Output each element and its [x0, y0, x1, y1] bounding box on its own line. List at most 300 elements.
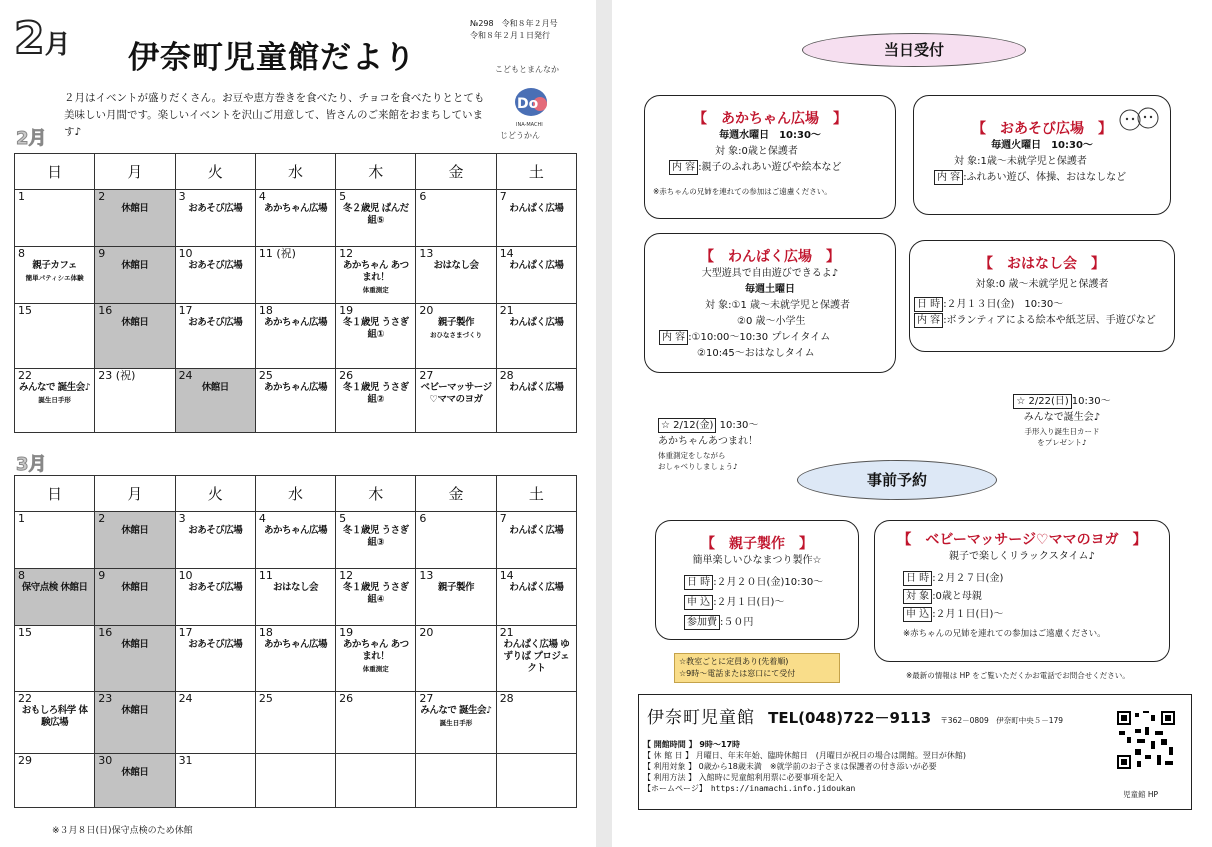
oasobi-box: [913, 95, 1171, 215]
logo-letters: Do: [517, 96, 539, 112]
oyako-box: [655, 520, 859, 640]
event1-name: あかちゃんあつまれ！: [658, 436, 758, 447]
month-badge-number: 2: [14, 13, 45, 64]
mar-day-cell: [336, 512, 416, 569]
akachan-box: [644, 95, 896, 219]
feb-day-cell: [15, 369, 95, 433]
day-number: 4: [258, 512, 266, 525]
oyako-fee-row: [656, 615, 858, 631]
wanpaku-title: 【 わんぱく広場 】: [700, 249, 840, 265]
baby-note: ※赤ちゃんの兄姉を連れての参加はご遠慮ください。: [903, 629, 1106, 639]
day-event-sub: 簡単パティシエ体験: [25, 274, 84, 282]
day-number: 5: [339, 512, 347, 525]
day-event: あかちゃん広場: [263, 639, 327, 650]
day-event: 冬１歳児 うさぎ組④: [342, 582, 409, 605]
feb-day-cell: [95, 369, 175, 433]
feb-weekday-6: 土: [496, 154, 576, 190]
mar-day-cell: [95, 512, 175, 569]
day-event: おあそび広場: [188, 203, 243, 214]
jidoukan-info-box: [638, 694, 1192, 810]
day-number: 12: [339, 247, 354, 260]
baby-target-label: 対 象: [903, 589, 932, 604]
february-calendar: [14, 153, 577, 433]
day-event: あかちゃん広場: [263, 317, 327, 328]
feb-day-cell: [416, 369, 496, 433]
mar-weekday-6: 土: [496, 476, 576, 512]
akachan-title: 【 あかちゃん広場 】: [693, 111, 847, 127]
feb-weekday-row: [15, 154, 577, 190]
notice-line-1: ☆教室ごとに定員あり(先着順): [679, 657, 789, 666]
mar-week-row: [15, 626, 577, 692]
feb-day-cell: [416, 190, 496, 247]
mar-day-cell: [496, 754, 576, 808]
baby-date-label: 日 時: [903, 571, 932, 586]
wanpaku-lead: 大型遊具で自由遊びできるよ♪: [701, 268, 839, 279]
day-number: 6: [419, 512, 427, 525]
feb-day-cell: [336, 304, 416, 369]
info-closed: 【 休 館 日 】 月曜日、年末年始、臨時休館日 (月曜日が祝日の場合は開館。翌日が休館): [643, 751, 966, 760]
feb-weekday-4: 木: [336, 154, 416, 190]
day-number: 17: [178, 626, 193, 639]
wanpaku-box: [644, 233, 896, 373]
mar-day-cell: [95, 626, 175, 692]
day-event: みんなで 誕生会♪: [420, 705, 492, 716]
day-number: 19: [339, 626, 354, 639]
baby-target-row: [875, 589, 1169, 605]
wanpaku-target-2: ②0 歳～小学生: [737, 316, 806, 327]
info-method: 【 利用方法 】 入館時に児童館利用票に必要事項を記入: [643, 773, 843, 782]
month-badge-kanji: 月: [44, 30, 71, 60]
mar-weekday-1: 月: [95, 476, 175, 512]
qr-code-icon[interactable]: [1117, 711, 1175, 769]
day-number: 14: [499, 247, 514, 260]
month-badge: [14, 13, 84, 64]
day-number: 1: [18, 512, 25, 525]
oyako-apply-label: 申 込: [684, 595, 713, 610]
day-number: 27: [419, 369, 434, 382]
feb-weekday-0: 日: [15, 154, 95, 190]
mar-calendar-badge: 3月: [16, 454, 47, 475]
feb-day-cell: [95, 304, 175, 369]
day-number: 20: [419, 304, 434, 317]
day-event: わんぱく広場: [509, 203, 564, 214]
feb-weekday-5: 金: [416, 154, 496, 190]
day-event: わんぱく広場: [509, 382, 564, 393]
day-number: 7: [499, 190, 507, 203]
mar-weekday-3: 水: [255, 476, 335, 512]
day-event-sub: 誕生日手形: [38, 396, 71, 404]
baby-lead: 親子で楽しくリラックスタイム♪: [949, 551, 1095, 562]
mar-week-row: [15, 692, 577, 754]
day-event: おもしろ科学 体験広場: [21, 705, 88, 728]
notice-line-2: ☆9時～電話または窓口にて受付: [679, 669, 796, 678]
day-event: あかちゃん あつまれ！: [342, 639, 409, 662]
day-number: 10: [178, 247, 193, 260]
day-event: 休館日: [201, 382, 229, 393]
mar-day-cell: [416, 692, 496, 754]
mar-day-cell: [15, 512, 95, 569]
day-event: おあそび広場: [188, 582, 243, 593]
baby-target: :0歳と母親: [932, 591, 982, 602]
mar-week-row: [15, 569, 577, 626]
info-tel: TEL(048)722－9113: [768, 709, 932, 727]
day-number: 30: [98, 754, 113, 767]
baby-apply: :２月１日(日)～: [932, 609, 1004, 620]
day-number: 19: [339, 304, 354, 317]
oasobi-content-label: 内 容: [934, 170, 963, 185]
mar-day-cell: [15, 626, 95, 692]
oasobi-content: :ふれあい遊び、体操、おはなしなど: [963, 172, 1127, 183]
day-event: 休館日: [121, 203, 149, 214]
akachan-schedule: 毎週水曜日 10:30～: [719, 130, 821, 141]
day-number: 4: [258, 190, 266, 203]
day-number: 13: [419, 247, 434, 260]
day-event: わんぱく広場: [509, 525, 564, 536]
feb-week-row: [15, 190, 577, 247]
ohanashi-date-label: 日 時: [914, 297, 943, 312]
mar-day-cell: [255, 692, 335, 754]
feb-week-row: [15, 247, 577, 304]
wanpaku-schedule: 毎週土曜日: [745, 284, 795, 295]
feb-day-cell: [175, 369, 255, 433]
day-event: 休館日: [121, 260, 149, 271]
day-number: 12: [339, 569, 354, 582]
day-event: おはなし会: [433, 260, 479, 271]
mar-day-cell: [255, 626, 335, 692]
oyako-date-row: [656, 575, 858, 591]
event1-head-row: [658, 418, 858, 434]
akachan-content-row: [645, 160, 895, 176]
day-number: 1: [18, 190, 25, 203]
day-event: 保守点検 休館日: [21, 582, 88, 593]
day-event: あかちゃん広場: [263, 525, 327, 536]
day-number: 11 (祝): [258, 247, 296, 260]
feb-day-cell: [336, 190, 416, 247]
oyako-date: :２月２０日(金)10:30～: [713, 577, 824, 588]
ohanashi-box: [909, 240, 1175, 352]
day-event-sub: 誕生日手形: [439, 719, 473, 727]
day-number: 25: [258, 692, 273, 705]
wanpaku-content-2: ②10:45～おはなしタイム: [697, 348, 815, 359]
event2-date: ☆ 2/22(日): [1013, 394, 1071, 409]
day-number: 8: [18, 569, 25, 582]
akachan-content-label: 内 容: [669, 160, 698, 175]
day-event: ベビーマッサージ ♡ママのヨガ: [420, 382, 492, 405]
feb-day-cell: [416, 247, 496, 304]
mar-day-cell: [175, 626, 255, 692]
day-event: みんなで 誕生会♪: [18, 382, 91, 393]
event2-head-row: [982, 394, 1142, 410]
mar-day-cell: [175, 692, 255, 754]
feb-day-cell: [15, 304, 95, 369]
feb-day-cell: [175, 247, 255, 304]
event1-date: ☆ 2/12(金): [658, 418, 716, 433]
qr-label: 児童館 HP: [1123, 790, 1159, 799]
feb-day-cell: [95, 190, 175, 247]
event2-time: 10:30～: [1071, 396, 1111, 407]
wanpaku-content-1: :①10:00～10:30 プレイタイム: [688, 332, 831, 343]
day-event: 休館日: [121, 639, 149, 650]
same-day-header: 当日受付: [802, 33, 1026, 67]
day-number: 3: [178, 512, 186, 525]
day-number: 24: [178, 692, 193, 705]
info-address: 〒362－0809 伊奈町中央５－179: [940, 716, 1064, 725]
day-number: 29: [18, 754, 32, 767]
day-number: 23 (祝): [98, 369, 136, 382]
mar-weekday-row: [15, 476, 577, 512]
mar-day-cell: [496, 512, 576, 569]
issue-date: 令和８年２月１日発行: [470, 31, 550, 40]
latest-info-note: ※最新の情報は HP をご覧いただくかお電話でお問合せください。: [906, 671, 1130, 680]
day-number: 26: [339, 369, 354, 382]
feb-week-row: [15, 304, 577, 369]
ohanashi-title: 【 おはなし会 】: [979, 256, 1105, 272]
day-number: 18: [258, 626, 273, 639]
feb-day-cell: [175, 304, 255, 369]
day-number: 8: [18, 247, 25, 260]
oyako-apply-row: [656, 595, 858, 611]
feb-day-cell: [416, 304, 496, 369]
feb-calendar-badge: 2月: [16, 128, 47, 149]
day-number: 22: [18, 692, 32, 705]
akachan-target: 対 象:0歳と保護者: [715, 146, 798, 157]
day-event: 冬１歳児 うさぎ組③: [342, 525, 409, 548]
day-number: 6: [419, 190, 427, 203]
mar-week-row: [15, 754, 577, 808]
day-event: 親子製作: [438, 582, 475, 593]
mar-day-cell: [336, 754, 416, 808]
mar-day-cell: [255, 754, 335, 808]
kids-illustration-icon: [1116, 102, 1162, 138]
day-number: 16: [98, 304, 113, 317]
day-event: 冬１歳児 うさぎ組②: [342, 382, 409, 405]
day-number: 17: [178, 304, 193, 317]
feb-day-cell: [496, 190, 576, 247]
day-number: 9: [98, 569, 106, 582]
day-number: 23: [98, 692, 113, 705]
day-event: 親子製作: [438, 317, 475, 328]
calendar-footnote: ※３月８日(日)保守点検のため休館: [52, 826, 193, 836]
feb-day-cell: [255, 304, 335, 369]
oyako-fee: :５０円: [720, 617, 754, 628]
feb-day-cell: [336, 247, 416, 304]
mar-week-row: [15, 512, 577, 569]
day-number: 14: [499, 569, 514, 582]
day-event: おあそび広場: [188, 260, 243, 271]
feb-day-cell: [15, 190, 95, 247]
mar-day-cell: [496, 569, 576, 626]
ohanashi-date: :２月１３日(金) 10:30～: [943, 299, 1064, 310]
day-number: 15: [18, 626, 32, 639]
issue-number: №298 令和８年２月号: [470, 19, 558, 28]
day-event: わんぱく広場 ゆずりば プロジェクト: [503, 639, 570, 674]
event1-time: 10:30～: [719, 420, 759, 431]
oasobi-schedule: 毎週火曜日 10:30～: [991, 140, 1093, 151]
day-event: 休館日: [121, 767, 149, 778]
mar-day-cell: [416, 512, 496, 569]
day-number: 5: [339, 190, 347, 203]
day-event: あかちゃん あつまれ！: [342, 260, 409, 283]
mar-day-cell: [175, 754, 255, 808]
event1-sub-2: おしゃべりしましょう♪: [658, 462, 738, 471]
day-event: 休館日: [121, 582, 149, 593]
feb-day-cell: [95, 247, 175, 304]
day-event: おはなし会: [272, 582, 318, 593]
event-birthday: [982, 394, 1142, 448]
day-event: 親子カフェ: [32, 260, 77, 271]
day-number: 28: [499, 369, 514, 382]
day-event: おあそび広場: [188, 639, 243, 650]
baby-title: 【 ベビーマッサージ♡ママのヨガ 】: [897, 532, 1147, 548]
feb-day-cell: [255, 247, 335, 304]
issue-info: [470, 18, 558, 42]
info-header-row: [647, 703, 1063, 728]
day-number: 20: [419, 626, 434, 639]
mar-day-cell: [416, 754, 496, 808]
feb-day-cell: [336, 369, 416, 433]
day-event: おあそび広場: [188, 317, 243, 328]
day-number: 16: [98, 626, 113, 639]
day-number: 11: [258, 569, 273, 582]
mar-day-cell: [95, 692, 175, 754]
wanpaku-content-label: 内 容: [659, 330, 688, 345]
day-event: 休館日: [121, 525, 149, 536]
day-event: 休館日: [121, 317, 149, 328]
day-number: 31: [178, 754, 193, 767]
day-number: 9: [98, 247, 106, 260]
feb-day-cell: [255, 190, 335, 247]
mar-day-cell: [15, 692, 95, 754]
baby-date: :２月２７日(金): [932, 573, 1004, 584]
feb-day-cell: [496, 369, 576, 433]
mar-weekday-4: 木: [336, 476, 416, 512]
day-event: 冬２歳児 ぱんだ組⑤: [342, 203, 409, 226]
feb-weekday-1: 月: [95, 154, 175, 190]
mar-day-cell: [255, 569, 335, 626]
info-details: [643, 739, 1083, 794]
mar-day-cell: [15, 754, 95, 808]
event2-sub-2: をプレゼント♪: [1037, 438, 1087, 447]
day-event-sub: おひなさまづくり: [430, 331, 483, 339]
jidoukan-logo: [490, 58, 572, 144]
day-number: 2: [98, 190, 106, 203]
info-name: 伊奈町児童館: [647, 708, 755, 728]
day-number: 2: [98, 512, 106, 525]
ohanashi-content: :ボランティアによる絵本や紙芝居、手遊びなど: [943, 315, 1156, 326]
day-number: 28: [499, 692, 514, 705]
akachan-content: :親子のふれあい遊びや絵本など: [698, 162, 842, 173]
ohanashi-content-label: 内 容: [914, 313, 943, 328]
mar-day-cell: [336, 692, 416, 754]
mar-weekday-5: 金: [416, 476, 496, 512]
mar-day-cell: [496, 692, 576, 754]
oasobi-title: 【 おあそび広場 】: [972, 121, 1112, 137]
baby-apply-row: [875, 607, 1169, 623]
event1-sub-1: 体重測定をしながら: [658, 451, 726, 460]
day-number: 15: [18, 304, 32, 317]
mar-day-cell: [15, 569, 95, 626]
left-page: [0, 0, 596, 847]
logo-mid-text: INA-MACHI: [516, 122, 543, 128]
oyako-apply: :２月１日(日)～: [713, 597, 785, 608]
akachan-note: ※赤ちゃんの兄姉を連れての参加はご遠慮ください。: [653, 187, 832, 196]
day-number: 10: [178, 569, 193, 582]
reservation-notice: [674, 653, 840, 683]
mar-day-cell: [416, 626, 496, 692]
day-number: 24: [178, 369, 193, 382]
logo-bottom-text: じどうかん: [500, 131, 540, 140]
logo-top-text: こどもとまんなか: [495, 65, 559, 74]
feb-day-cell: [496, 247, 576, 304]
mar-weekday-2: 火: [175, 476, 255, 512]
right-page: [612, 0, 1212, 847]
day-number: 18: [258, 304, 273, 317]
mar-day-cell: [255, 512, 335, 569]
info-target: 【 利用対象 】 0歳から18歳未満 ※就学前のお子さまは保護者の付き添いが必要: [643, 762, 937, 771]
day-event-sub: 体重測定: [362, 665, 389, 673]
day-number: 7: [499, 512, 507, 525]
mar-day-cell: [416, 569, 496, 626]
day-number: 26: [339, 692, 354, 705]
day-number: 22: [18, 369, 32, 382]
mar-day-cell: [95, 754, 175, 808]
event2-sub-1: 手形入り誕生日カード: [1024, 427, 1100, 436]
ohanashi-content-row: [910, 313, 1174, 329]
oyako-title: 【 親子製作 】: [701, 536, 813, 552]
day-event: 休館日: [121, 705, 149, 716]
ohanashi-date-row: [910, 297, 1174, 313]
feb-day-cell: [496, 304, 576, 369]
feb-day-cell: [255, 369, 335, 433]
feb-weekday-2: 火: [175, 154, 255, 190]
day-event: わんぱく広場: [509, 260, 564, 271]
feb-weekday-3: 水: [255, 154, 335, 190]
mar-day-cell: [175, 569, 255, 626]
mar-day-cell: [95, 569, 175, 626]
feb-day-cell: [15, 247, 95, 304]
page-title: 伊奈町児童館だより: [128, 40, 416, 76]
intro-text: ２月はイベントが盛りだくさん。お豆や恵方巻きを食べたり、チョコを食べたりととても美味しい月間です。楽しいイベントを沢山ご用意して、皆さんのご来館をおまちしています♪: [64, 92, 485, 138]
feb-week-row: [15, 369, 577, 433]
oyako-date-label: 日 時: [684, 575, 713, 590]
day-event: あかちゃん広場: [263, 382, 327, 393]
wanpaku-target-1: 対 象:①1 歳～未就学児と保護者: [705, 300, 851, 311]
info-homepage: 【ホームページ】 https://inamachi.info.jidoukan: [643, 784, 856, 793]
baby-apply-label: 申 込: [903, 607, 932, 622]
baby-date-row: [875, 571, 1169, 587]
day-event-sub: 体重測定: [362, 286, 389, 294]
event-akachan-atsumare: [658, 418, 858, 472]
event2-name: みんなで誕生会♪: [1023, 412, 1101, 423]
day-number: 21: [499, 626, 514, 639]
day-number: 25: [258, 369, 273, 382]
day-event: わんぱく広場: [509, 317, 564, 328]
ohanashi-target: 対象:0 歳～未就学児と保護者: [975, 279, 1109, 290]
mar-day-cell: [496, 626, 576, 692]
day-event: 冬１歳児 うさぎ組①: [342, 317, 409, 340]
oyako-fee-label: 参加費: [684, 615, 720, 630]
mar-day-cell: [336, 626, 416, 692]
day-event: おあそび広場: [188, 525, 243, 536]
day-number: 3: [178, 190, 186, 203]
mar-day-cell: [175, 512, 255, 569]
info-hours: 【 開館時間 】 9時～17時: [643, 740, 741, 749]
day-number: 27: [419, 692, 434, 705]
day-number: 21: [499, 304, 514, 317]
reservation-header: 事前予約: [797, 460, 997, 500]
oyako-lead: 簡単楽しいひなまつり製作☆: [692, 555, 822, 566]
oasobi-target: 対 象:1歳～未就学児と保護者: [954, 156, 1087, 167]
